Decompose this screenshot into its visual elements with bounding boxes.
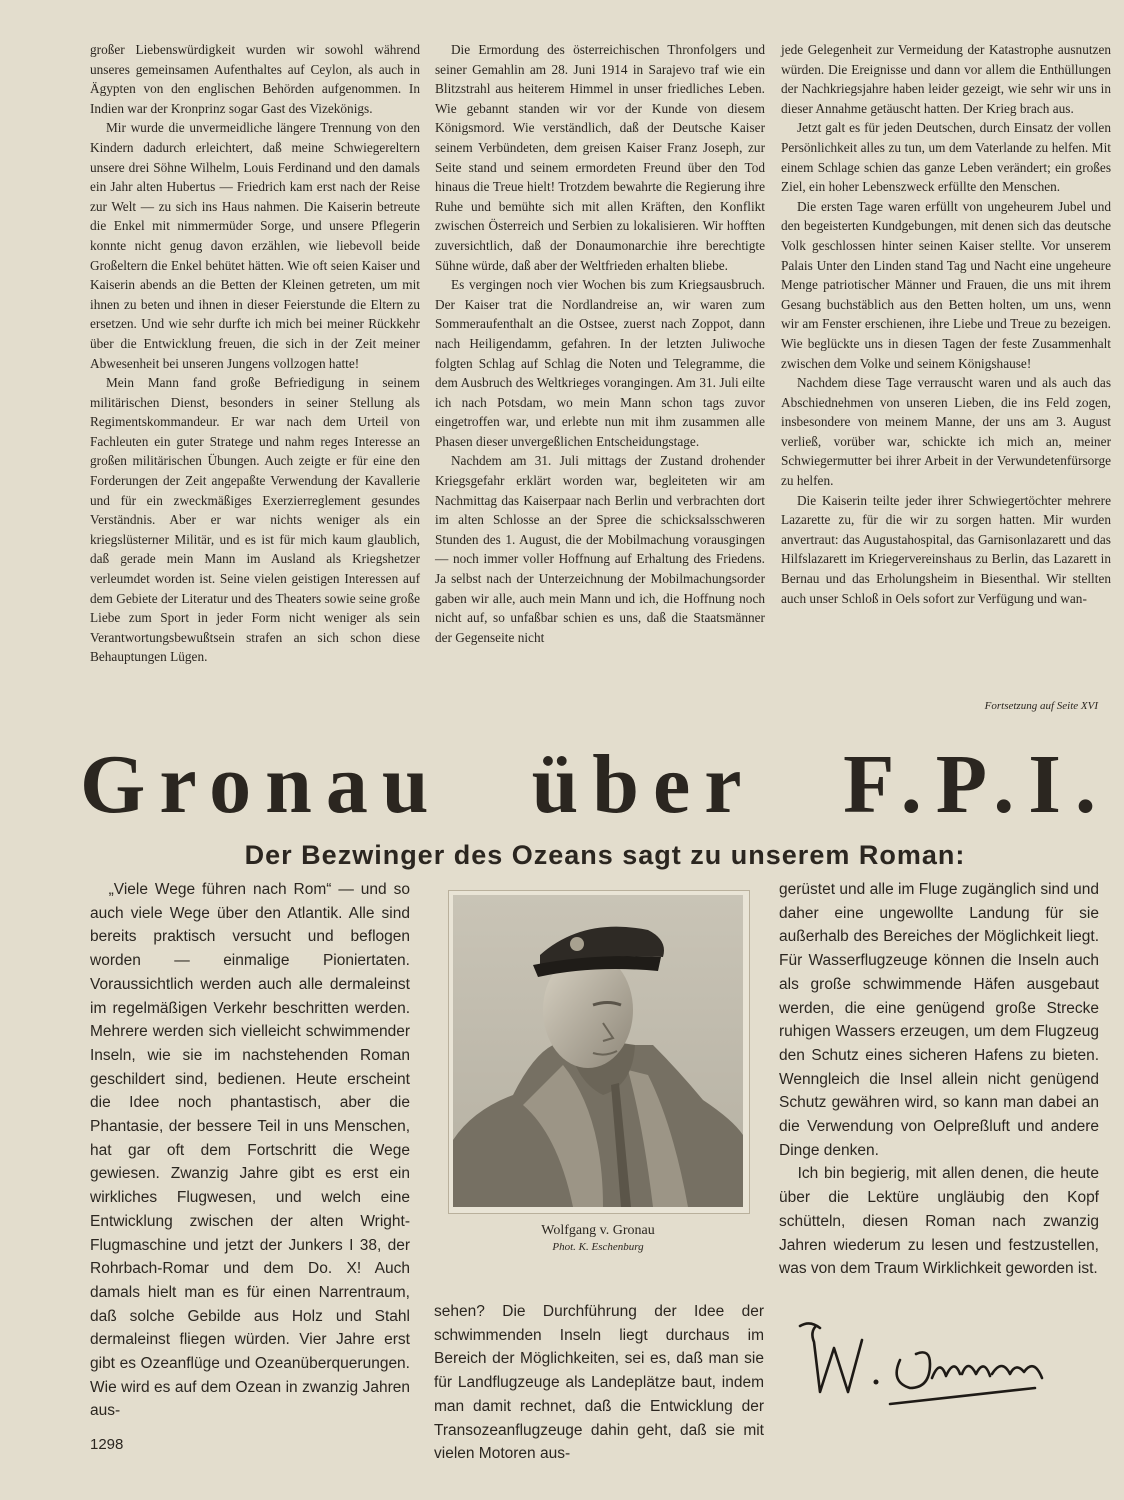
article-column-left (90, 40, 420, 667)
statement-column-left (90, 878, 410, 1423)
portrait-photo-frame (448, 890, 750, 1214)
headline: Gronau über F.P.I. (80, 738, 1110, 831)
subheadline: Der Bezwinger des Ozeans sagt zu unserem Roman: (244, 840, 966, 870)
paragraph: sehen? Die Durchführung der Idee der schwimmenden Inseln liegt durchaus im Bereich der Möglichkeiten, sei es, daß man sie für Landflugzeuge als Landeplätze baut, indem man damit rechnet, daß die Entwicklung der Transozeanflugzeuge dahin geht, daß sie mit vielen Motoren aus- (434, 1303, 764, 1463)
paragraph: Die ersten Tage waren erfüllt von ungeheurem Jubel und den begeisterten Kundgebungen, mit denen sich das deutsche Volk geschlossen hinter seinen Kaiser stellte. Vor unserem Palais Unter den Linden stand Tag und Nacht eine ungeheure Menge patriotischer Männer und Frauen, die uns mit ihrem Gesang buchstäblich aus den Betten holten, um uns, wenn wir am Fenster erschienen, ihre Liebe und Treue zu bezeigen. Wie beglückte uns in diesen Tagen der feste Zusammenhalt zwischen dem Volke und seinem Königshause! (781, 198, 1111, 371)
paragraph: „Viele Wege führen nach Rom“ — und so auch viele Wege über den Atlantik. Alle sind bereits praktisch versucht und beflogen worden — einmalige Pioniertaten. Voraussichtlich werden auch alle dermaleinst im regelmäßigen Verkehr beschritten werden. Mehrere werden sich vielleicht schwimmender Inseln, wie sie im nachstehenden Roman geschildert sind, bedienen. Heute erscheint die Idee noch phantastisch, aber die Phantasie, der bessere Teil in uns Menschen, hat gar oft dem Fortschritt die Wege gewiesen. Zwanzig Jahre gibt es erst ein wirkliches Flugwesen, und welch eine Entwicklung zwischen der alten Wright-Flugmaschine und jetzt der Junkers I 38, der Rohrbach-Romar und dem Do. X! Auch damals hielt man es für einen Narrentraum, daß solche Gebilde aus Holz und Stahl dermaleinst fliegen würden. Vier Jahre erst gibt es Ozeanflüge und Ozeanüberquerungen. Wie wird es auf dem Ozean in zwanzig Jahren aus- (90, 881, 410, 1420)
photo-caption (448, 1222, 748, 1255)
handwritten-signature (790, 1318, 1060, 1418)
paragraph: Die Ermordung des österreichischen Thronfolgers und seiner Gemahlin am 28. Juni 1914 in Sarajevo traf wie ein Blitzstrahl aus heiterem Himmel in unser friedliches Leben. Wie gebannt standen wir vor der Kunde von diesem Königsmord. Wie verständlich, daß der Deutsche Kaiser seinem Verbündeten, dem greisen Kaiser Franz Joseph, zur Seite stand und seinem ermordeten Freund über den Tod hinaus die Treue hielt! Trotzdem bewahrte die Regierung ihre Ruhe und bemühte sich mit allen Kräften, den Konflikt zwischen Österreich und Serbien zu lokalisieren. Wir hofften zuversichtlich, daß der Donaumonarchie ihre berechtigte Sühne würde, daß aber der Weltfrieden erhalten bliebe. (435, 42, 765, 273)
paragraph: gerüstet und alle im Fluge zugänglich sind und daher eine ungewollte Landung für sie außerhalb des Bereiches der Möglichkeit liegt. Für Wasserflugzeuge können die Inseln auch als große schwimmende Häfen ausgebaut werden, die eine genügend große Strecke ruhigen Wassers erzeugen, um dem Flugzeug den Schutz eines sicheren Hafens zu bieten. Wenngleich die Insel allein nicht genügend Schutz gewähren wird, so kann man dabei an die Verwendung von Oelpreßluft und andere Dinge denken. (779, 881, 1099, 1159)
portrait-photo (453, 895, 743, 1207)
statement-column-middle (434, 1300, 764, 1466)
paragraph: Mir wurde die unvermeidliche längere Trennung von den Kindern dadurch erleichtert, daß meine Schwiegereltern unsere drei Söhne Wilhelm, Louis Ferdinand und den damals ein Jahr alten Hubertus — Friedrich kam erst nach der Reise zur Welt — zu sich ins Haus nahmen. Die Kaiserin betreute die Enkel mit nimmermüder Sorge, und unsere Pflegerin konnte nicht genug davon erzählen, wie liebevoll beide Großeltern die Enkel behütet hätten. Wie oft seien Kaiser und Kaiserin abends an die Betten der Kleinen getreten, um mit ihnen zu beten und ihnen in dieser Feierstunde die Eltern zu ersetzen. Und wie sehr durfte ich mich bei meiner Rückkehr über die Entwicklung freuen, die sich in der Zeit meiner Abwesenheit bei unseren Jungens vollzogen hatte! (90, 120, 420, 371)
paragraph: Mein Mann fand große Befriedigung in seinem militärischen Dienst, besonders in seiner Stellung als Regimentskommandeur. Er war nach dem Urteil von Fachleuten ein guter Stratege und nahm reges Interesse an großen militärischen Übungen. Auch zeigte er für eine den Forderungen der Zeit angepaßte Verwendung der Kavallerie und für ein zweckmäßiges Exerzierreglement gesundes Verständnis. Aber er war nichts weniger als ein kriegslüsterner Militär, und es ist für mich kaum glaublich, daß gerade mein Mann im Ausland als Kriegshetzer verleumdet worden ist. Seine vielen geistigen Interessen auf dem Gebiete der Literatur und des Theaters sowie seine große Liebe zum Sport in jeder Form nicht weniger als sein Verantwortungsbewußtsein strafen an sich schon diese Behauptungen Lügen. (90, 375, 420, 665)
continuation-note: Fortsetzung auf Seite XVI (984, 700, 1098, 712)
paragraph: Die Kaiserin teilte jeder ihrer Schwiegertöchter mehrere Lazarette zu, für die wir zu sorgen hatten. Mir wurden anvertraut: das Augustahospital, das Garnisonlazarett und das Hilfslazarett im Kriegervereinshaus zu Berlin, das Lazarett in Bernau und das Erholungsheim in Biesenthal. Wir stellten auch unser Schloß in Oels sofort zur Verfügung und wan- (781, 492, 1111, 606)
paragraph: Jetzt galt es für jeden Deutschen, durch Einsatz der vollen Persönlichkeit alles zu tun, um dem Vaterlande zu helfen. Mit einem Schlage schien das ganze Leben verändert; ein großes Ziel, ein hoher Lebenszweck erfüllte den Menschen. (781, 120, 1111, 195)
paragraph: Es vergingen noch vier Wochen bis zum Kriegsausbruch. Der Kaiser trat die Nordlandreise an, wir waren zum Sommeraufenthalt an die Ostsee, zuerst nach Zoppot, dann nach Heiligendamm, gefahren. In der letzten Juliwoche folgten Schlag auf Schlag die Noten und Telegramme, die dem Ausbruch des Weltkrieges vorangingen. Am 31. Juli eilte ich nach Potsdam, wo mein Mann schon tags zuvor eingetroffen war, und erlebte nun mit ihm zusammen alle Phasen dieser unvergeßlichen Entscheidungstage. (435, 277, 765, 449)
page-number: 1298 (90, 1436, 124, 1453)
paragraph: jede Gelegenheit zur Vermeidung der Katastrophe ausnutzen würden. Die Ereignisse und dann vor allem die Enthüllungen der Nachkriegsjahre haben leider gezeigt, wie sehr wir uns in dieser Annahme getäuscht hatten. Der Krieg brach aus. (781, 42, 1111, 116)
paragraph: Ich bin begierig, mit allen denen, die heute über die Lektüre ungläubig den Kopf schütteln, diesen Roman nach zwanzig Jahren wiederum zu lesen und festzustellen, was von dem Traum Wirklichkeit geworden ist. (779, 1165, 1099, 1278)
article-column-right (781, 40, 1111, 608)
paragraph: Nachdem diese Tage verrauscht waren und als auch das Abschiednehmen von unseren Lieben, die ins Feld zogen, insbesondere von meinem Manne, der uns am 3. August verließ, vorüber war, schickte ich mich an, meiner Schwiegermutter bei ihrer Arbeit in der Verwundetenfürsorge zu helfen. (781, 375, 1111, 489)
paragraph: großer Liebenswürdigkeit wurden wir sowohl während unseres gemeinsamen Aufenthaltes auf Ceylon, als auch in Ägypten von den englischen Behörden aufgenommen. In Indien war der Kronprinz sogar Gast des Vizekönigs. (90, 42, 420, 116)
paragraph: Nachdem am 31. Juli mittags der Zustand drohender Kriegsgefahr erklärt worden war, begleiteten wir am Nachmittag das Kaiserpaar nach Berlin und verbrachten dort im alten Schlosse an der Spree die schicksalsschweren Stunden des 1. August, die der Mobilmachung vorausgingen — noch immer voller Hoffnung auf Erhaltung des Friedens. Ja selbst nach der Unterzeichnung der Mobilmachungsorder gaben wir alle, auch mein Mann und ich, die Hoffnung noch nicht auf, so unfaßbar schien es uns, daß die Staatsmänner der Gegenseite nicht (435, 453, 765, 645)
photo-caption-name: Wolfgang v. Gronau (541, 1223, 655, 1238)
photo-credit: Phot. K. Eschenburg (552, 1241, 644, 1253)
article-column-middle (435, 40, 765, 647)
statement-column-right (779, 878, 1099, 1281)
